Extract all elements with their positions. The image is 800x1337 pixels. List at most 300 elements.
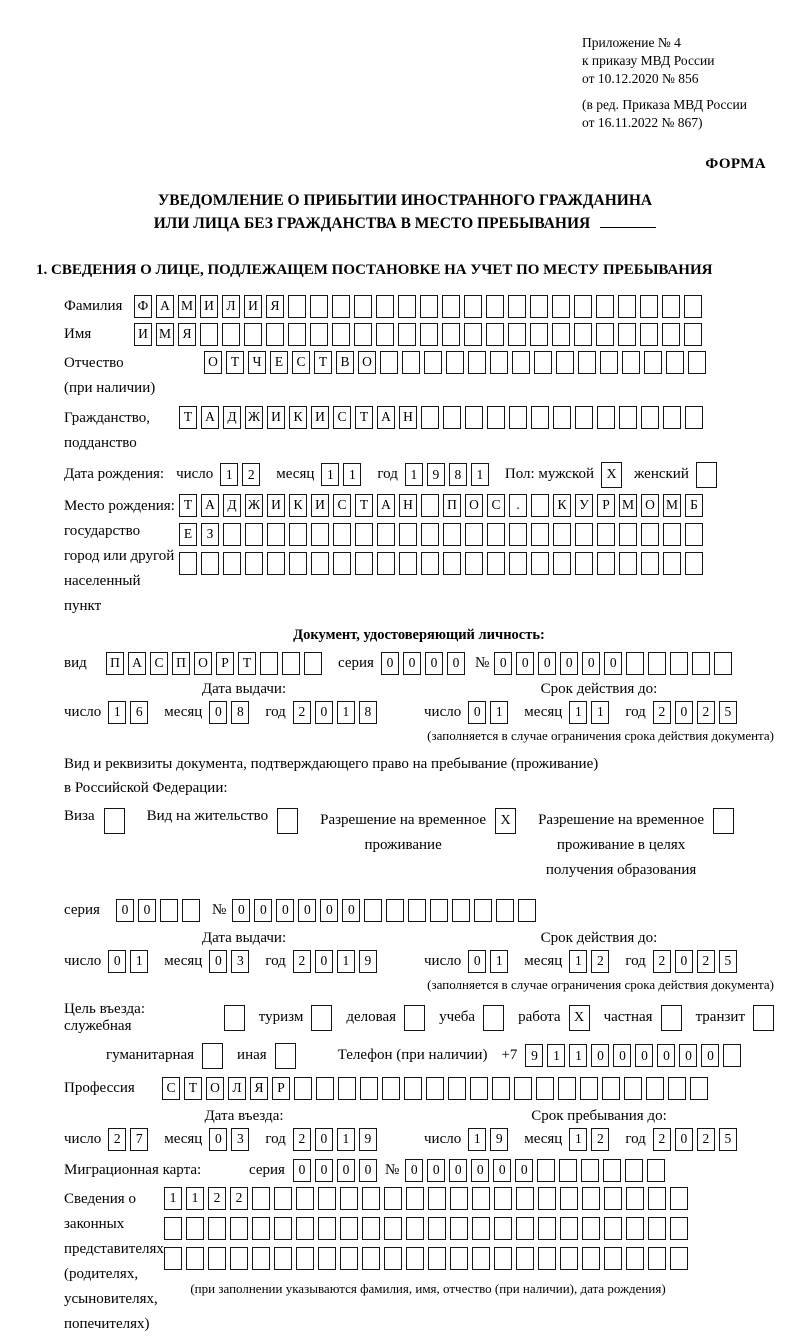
char-cell[interactable]: 2 [653, 950, 671, 973]
char-cell[interactable]: А [377, 494, 395, 517]
char-cell[interactable] [289, 523, 307, 546]
char-cell[interactable]: М [619, 494, 637, 517]
char-cell[interactable] [602, 1077, 620, 1100]
char-cell[interactable] [552, 295, 570, 318]
char-cell[interactable] [450, 1247, 468, 1270]
char-cell[interactable]: З [201, 523, 219, 546]
char-cell[interactable] [596, 295, 614, 318]
char-cell[interactable]: 2 [591, 1128, 609, 1151]
char-cell[interactable] [223, 552, 241, 575]
char-cell[interactable]: 1 [220, 463, 238, 486]
char-cell[interactable] [464, 323, 482, 346]
char-cell[interactable]: Р [597, 494, 615, 517]
char-cell[interactable] [663, 406, 681, 429]
char-cell[interactable]: 0 [635, 1044, 653, 1067]
char-cell[interactable] [465, 406, 483, 429]
char-cell[interactable] [597, 552, 615, 575]
char-cell[interactable] [304, 652, 322, 675]
char-cell[interactable] [252, 1187, 270, 1210]
char-cell[interactable] [509, 523, 527, 546]
char-cell[interactable] [201, 552, 219, 575]
char-cell[interactable] [619, 552, 637, 575]
char-cell[interactable] [648, 1187, 666, 1210]
char-cell[interactable] [420, 295, 438, 318]
purpose-humanitarian-checkbox[interactable] [202, 1043, 223, 1069]
char-cell[interactable]: 1 [468, 1128, 486, 1151]
char-cell[interactable]: 5 [719, 1128, 737, 1151]
char-cell[interactable] [559, 1159, 577, 1182]
char-cell[interactable] [487, 406, 505, 429]
char-cell[interactable]: К [289, 494, 307, 517]
char-cell[interactable]: 2 [293, 950, 311, 973]
char-cell[interactable] [626, 1187, 644, 1210]
char-cell[interactable] [421, 552, 439, 575]
char-cell[interactable] [186, 1217, 204, 1240]
char-cell[interactable] [333, 523, 351, 546]
char-cell[interactable]: А [156, 295, 174, 318]
char-cell[interactable] [340, 1247, 358, 1270]
char-cell[interactable] [574, 295, 592, 318]
char-cell[interactable]: 1 [337, 701, 355, 724]
char-cell[interactable] [384, 1217, 402, 1240]
char-cell[interactable] [406, 1217, 424, 1240]
char-cell[interactable] [487, 523, 505, 546]
char-cell[interactable] [472, 1217, 490, 1240]
char-cell[interactable] [399, 523, 417, 546]
char-cell[interactable]: 9 [359, 1128, 377, 1151]
char-cell[interactable]: 0 [254, 899, 272, 922]
char-cell[interactable] [355, 552, 373, 575]
char-cell[interactable]: 5 [719, 701, 737, 724]
sex-female-checkbox[interactable] [696, 462, 717, 488]
char-cell[interactable]: И [311, 406, 329, 429]
char-cell[interactable]: 2 [697, 1128, 715, 1151]
char-cell[interactable]: О [358, 351, 376, 374]
char-cell[interactable] [537, 1159, 555, 1182]
char-cell[interactable] [536, 1077, 554, 1100]
char-cell[interactable] [421, 406, 439, 429]
char-cell[interactable] [421, 523, 439, 546]
visa-checkbox[interactable] [104, 808, 125, 834]
char-cell[interactable]: 0 [493, 1159, 511, 1182]
purpose-other-checkbox[interactable] [275, 1043, 296, 1069]
char-cell[interactable] [494, 1187, 512, 1210]
char-cell[interactable]: О [465, 494, 483, 517]
char-cell[interactable] [684, 295, 702, 318]
purpose-private-checkbox[interactable] [661, 1005, 682, 1031]
char-cell[interactable] [274, 1187, 292, 1210]
char-cell[interactable] [164, 1217, 182, 1240]
char-cell[interactable]: К [553, 494, 571, 517]
char-cell[interactable] [581, 1159, 599, 1182]
char-cell[interactable] [668, 1077, 686, 1100]
char-cell[interactable] [296, 1247, 314, 1270]
char-cell[interactable]: Н [399, 406, 417, 429]
char-cell[interactable]: 0 [516, 652, 534, 675]
char-cell[interactable] [575, 523, 593, 546]
char-cell[interactable]: 2 [697, 701, 715, 724]
char-cell[interactable]: 0 [449, 1159, 467, 1182]
char-cell[interactable]: 8 [359, 701, 377, 724]
char-cell[interactable] [512, 351, 530, 374]
char-cell[interactable]: 9 [525, 1044, 543, 1067]
char-cell[interactable] [685, 406, 703, 429]
char-cell[interactable] [685, 523, 703, 546]
char-cell[interactable]: А [201, 406, 219, 429]
char-cell[interactable] [552, 323, 570, 346]
char-cell[interactable]: 0 [315, 1128, 333, 1151]
char-cell[interactable] [575, 406, 593, 429]
char-cell[interactable]: 1 [471, 463, 489, 486]
char-cell[interactable] [340, 1187, 358, 1210]
char-cell[interactable] [267, 552, 285, 575]
char-cell[interactable] [230, 1217, 248, 1240]
char-cell[interactable] [640, 295, 658, 318]
char-cell[interactable] [597, 406, 615, 429]
char-cell[interactable]: 0 [359, 1159, 377, 1182]
char-cell[interactable]: 9 [359, 950, 377, 973]
char-cell[interactable] [245, 523, 263, 546]
char-cell[interactable]: 0 [293, 1159, 311, 1182]
char-cell[interactable] [426, 1077, 444, 1100]
char-cell[interactable] [267, 523, 285, 546]
char-cell[interactable] [574, 323, 592, 346]
char-cell[interactable] [384, 1247, 402, 1270]
char-cell[interactable]: 3 [231, 950, 249, 973]
char-cell[interactable]: 0 [232, 899, 250, 922]
char-cell[interactable] [619, 523, 637, 546]
char-cell[interactable] [647, 1159, 665, 1182]
char-cell[interactable]: И [244, 295, 262, 318]
char-cell[interactable]: 7 [130, 1128, 148, 1151]
char-cell[interactable] [690, 1077, 708, 1100]
char-cell[interactable] [531, 494, 549, 517]
char-cell[interactable]: Т [184, 1077, 202, 1100]
char-cell[interactable] [316, 1077, 334, 1100]
char-cell[interactable] [472, 1247, 490, 1270]
char-cell[interactable] [382, 1077, 400, 1100]
char-cell[interactable] [644, 351, 662, 374]
char-cell[interactable]: 0 [405, 1159, 423, 1182]
char-cell[interactable]: 1 [321, 463, 339, 486]
char-cell[interactable]: Ж [245, 406, 263, 429]
char-cell[interactable]: 0 [582, 652, 600, 675]
char-cell[interactable] [332, 323, 350, 346]
char-cell[interactable] [530, 295, 548, 318]
char-cell[interactable] [428, 1217, 446, 1240]
char-cell[interactable] [428, 1247, 446, 1270]
char-cell[interactable]: М [663, 494, 681, 517]
char-cell[interactable] [332, 295, 350, 318]
char-cell[interactable] [618, 295, 636, 318]
char-cell[interactable] [442, 323, 460, 346]
char-cell[interactable] [296, 1187, 314, 1210]
char-cell[interactable] [582, 1247, 600, 1270]
char-cell[interactable] [492, 1077, 510, 1100]
char-cell[interactable] [398, 295, 416, 318]
residence-permit-checkbox[interactable] [277, 808, 298, 834]
char-cell[interactable]: 2 [230, 1187, 248, 1210]
char-cell[interactable] [223, 523, 241, 546]
char-cell[interactable] [311, 552, 329, 575]
char-cell[interactable] [404, 1077, 422, 1100]
char-cell[interactable]: В [336, 351, 354, 374]
char-cell[interactable] [402, 351, 420, 374]
char-cell[interactable]: 0 [538, 652, 556, 675]
sex-male-checkbox[interactable]: X [601, 462, 622, 488]
char-cell[interactable] [531, 523, 549, 546]
char-cell[interactable]: 1 [569, 1044, 587, 1067]
char-cell[interactable] [604, 1187, 622, 1210]
char-cell[interactable]: Я [250, 1077, 268, 1100]
char-cell[interactable] [625, 1159, 643, 1182]
char-cell[interactable]: 2 [242, 463, 260, 486]
char-cell[interactable] [296, 1217, 314, 1240]
char-cell[interactable]: 0 [403, 652, 421, 675]
char-cell[interactable]: 0 [675, 1128, 693, 1151]
char-cell[interactable] [648, 652, 666, 675]
char-cell[interactable] [450, 1187, 468, 1210]
char-cell[interactable]: 2 [108, 1128, 126, 1151]
char-cell[interactable]: П [106, 652, 124, 675]
char-cell[interactable]: 1 [337, 1128, 355, 1151]
char-cell[interactable]: А [377, 406, 395, 429]
char-cell[interactable]: 0 [342, 899, 360, 922]
char-cell[interactable] [430, 899, 448, 922]
char-cell[interactable]: У [575, 494, 593, 517]
char-cell[interactable]: 0 [116, 899, 134, 922]
char-cell[interactable] [538, 1217, 556, 1240]
char-cell[interactable]: 3 [231, 1128, 249, 1151]
char-cell[interactable] [252, 1217, 270, 1240]
char-cell[interactable]: 0 [337, 1159, 355, 1182]
char-cell[interactable] [575, 552, 593, 575]
char-cell[interactable]: 1 [186, 1187, 204, 1210]
char-cell[interactable] [553, 552, 571, 575]
char-cell[interactable] [538, 1247, 556, 1270]
char-cell[interactable] [160, 899, 178, 922]
char-cell[interactable] [534, 351, 552, 374]
char-cell[interactable]: 0 [471, 1159, 489, 1182]
char-cell[interactable]: Т [355, 494, 373, 517]
char-cell[interactable] [333, 552, 351, 575]
char-cell[interactable] [531, 406, 549, 429]
char-cell[interactable]: 2 [653, 1128, 671, 1151]
purpose-transit-checkbox[interactable] [753, 1005, 774, 1031]
char-cell[interactable] [508, 323, 526, 346]
char-cell[interactable] [452, 899, 470, 922]
char-cell[interactable] [289, 552, 307, 575]
char-cell[interactable] [619, 406, 637, 429]
char-cell[interactable]: 5 [719, 950, 737, 973]
char-cell[interactable] [377, 523, 395, 546]
char-cell[interactable] [288, 295, 306, 318]
char-cell[interactable] [182, 899, 200, 922]
char-cell[interactable] [604, 1247, 622, 1270]
purpose-official-checkbox[interactable] [224, 1005, 245, 1031]
char-cell[interactable]: Ж [245, 494, 263, 517]
char-cell[interactable]: М [178, 295, 196, 318]
char-cell[interactable] [486, 323, 504, 346]
char-cell[interactable] [685, 552, 703, 575]
char-cell[interactable] [723, 1044, 741, 1067]
char-cell[interactable]: 0 [209, 1128, 227, 1151]
char-cell[interactable] [648, 1247, 666, 1270]
char-cell[interactable] [560, 1217, 578, 1240]
char-cell[interactable] [318, 1247, 336, 1270]
char-cell[interactable] [490, 351, 508, 374]
char-cell[interactable]: П [443, 494, 461, 517]
char-cell[interactable]: 0 [315, 1159, 333, 1182]
char-cell[interactable]: Я [178, 323, 196, 346]
char-cell[interactable]: 0 [560, 652, 578, 675]
char-cell[interactable]: 1 [569, 1128, 587, 1151]
char-cell[interactable] [597, 523, 615, 546]
char-cell[interactable]: 0 [468, 950, 486, 973]
char-cell[interactable]: А [128, 652, 146, 675]
char-cell[interactable]: Д [223, 494, 241, 517]
char-cell[interactable]: 0 [447, 652, 465, 675]
char-cell[interactable] [354, 295, 372, 318]
char-cell[interactable] [443, 406, 461, 429]
char-cell[interactable] [663, 523, 681, 546]
char-cell[interactable] [494, 1247, 512, 1270]
char-cell[interactable] [556, 351, 574, 374]
char-cell[interactable]: И [267, 406, 285, 429]
char-cell[interactable] [666, 351, 684, 374]
char-cell[interactable] [245, 552, 263, 575]
char-cell[interactable] [384, 1187, 402, 1210]
char-cell[interactable] [318, 1217, 336, 1240]
char-cell[interactable]: П [172, 652, 190, 675]
char-cell[interactable] [386, 899, 404, 922]
char-cell[interactable] [179, 552, 197, 575]
char-cell[interactable]: 0 [298, 899, 316, 922]
char-cell[interactable]: 0 [468, 701, 486, 724]
char-cell[interactable] [406, 1187, 424, 1210]
char-cell[interactable]: Б [685, 494, 703, 517]
char-cell[interactable] [468, 351, 486, 374]
temp-residence-edu-checkbox[interactable] [713, 808, 734, 834]
char-cell[interactable]: О [641, 494, 659, 517]
char-cell[interactable]: С [162, 1077, 180, 1100]
char-cell[interactable] [355, 523, 373, 546]
char-cell[interactable]: 2 [208, 1187, 226, 1210]
char-cell[interactable]: Ч [248, 351, 266, 374]
char-cell[interactable] [487, 552, 505, 575]
char-cell[interactable] [360, 1077, 378, 1100]
char-cell[interactable] [648, 1217, 666, 1240]
char-cell[interactable] [420, 323, 438, 346]
char-cell[interactable]: 1 [569, 950, 587, 973]
char-cell[interactable] [604, 1217, 622, 1240]
char-cell[interactable] [450, 1217, 468, 1240]
char-cell[interactable]: 1 [490, 701, 508, 724]
char-cell[interactable] [282, 652, 300, 675]
char-cell[interactable] [626, 1247, 644, 1270]
char-cell[interactable] [603, 1159, 621, 1182]
char-cell[interactable] [531, 552, 549, 575]
char-cell[interactable]: М [156, 323, 174, 346]
char-cell[interactable]: Т [355, 406, 373, 429]
char-cell[interactable] [362, 1187, 380, 1210]
char-cell[interactable] [688, 351, 706, 374]
char-cell[interactable]: Л [228, 1077, 246, 1100]
char-cell[interactable]: И [267, 494, 285, 517]
purpose-study-checkbox[interactable] [483, 1005, 504, 1031]
char-cell[interactable]: С [333, 494, 351, 517]
char-cell[interactable] [266, 323, 284, 346]
char-cell[interactable]: 2 [697, 950, 715, 973]
char-cell[interactable]: Ф [134, 295, 152, 318]
char-cell[interactable]: Д [223, 406, 241, 429]
char-cell[interactable]: 1 [591, 701, 609, 724]
char-cell[interactable]: 0 [613, 1044, 631, 1067]
char-cell[interactable]: 0 [209, 701, 227, 724]
char-cell[interactable]: Т [226, 351, 244, 374]
char-cell[interactable]: 0 [381, 652, 399, 675]
char-cell[interactable] [443, 552, 461, 575]
char-cell[interactable]: 0 [657, 1044, 675, 1067]
char-cell[interactable] [474, 899, 492, 922]
char-cell[interactable] [580, 1077, 598, 1100]
char-cell[interactable] [406, 1247, 424, 1270]
temp-residence-checkbox[interactable]: X [495, 808, 516, 834]
char-cell[interactable]: 0 [494, 652, 512, 675]
char-cell[interactable]: 2 [293, 1128, 311, 1151]
char-cell[interactable] [582, 1187, 600, 1210]
char-cell[interactable]: Л [222, 295, 240, 318]
char-cell[interactable] [252, 1247, 270, 1270]
char-cell[interactable] [516, 1217, 534, 1240]
char-cell[interactable] [624, 1077, 642, 1100]
char-cell[interactable]: И [200, 295, 218, 318]
char-cell[interactable]: 6 [130, 701, 148, 724]
char-cell[interactable]: Т [179, 406, 197, 429]
char-cell[interactable]: Н [399, 494, 417, 517]
char-cell[interactable] [684, 323, 702, 346]
char-cell[interactable]: 2 [293, 701, 311, 724]
char-cell[interactable] [553, 406, 571, 429]
char-cell[interactable] [380, 351, 398, 374]
char-cell[interactable] [408, 899, 426, 922]
char-cell[interactable]: 0 [675, 701, 693, 724]
char-cell[interactable] [538, 1187, 556, 1210]
char-cell[interactable]: 0 [315, 950, 333, 973]
char-cell[interactable] [318, 1187, 336, 1210]
char-cell[interactable] [640, 323, 658, 346]
char-cell[interactable] [670, 1217, 688, 1240]
char-cell[interactable] [516, 1187, 534, 1210]
char-cell[interactable] [618, 323, 636, 346]
char-cell[interactable] [600, 351, 618, 374]
char-cell[interactable]: К [289, 406, 307, 429]
char-cell[interactable]: 0 [276, 899, 294, 922]
char-cell[interactable] [208, 1247, 226, 1270]
char-cell[interactable] [596, 323, 614, 346]
char-cell[interactable] [376, 295, 394, 318]
char-cell[interactable]: Т [179, 494, 197, 517]
char-cell[interactable]: Я [266, 295, 284, 318]
char-cell[interactable] [310, 323, 328, 346]
char-cell[interactable]: 1 [130, 950, 148, 973]
char-cell[interactable] [509, 552, 527, 575]
char-cell[interactable] [670, 1247, 688, 1270]
char-cell[interactable] [260, 652, 278, 675]
char-cell[interactable]: 1 [108, 701, 126, 724]
char-cell[interactable] [626, 1217, 644, 1240]
char-cell[interactable] [294, 1077, 312, 1100]
